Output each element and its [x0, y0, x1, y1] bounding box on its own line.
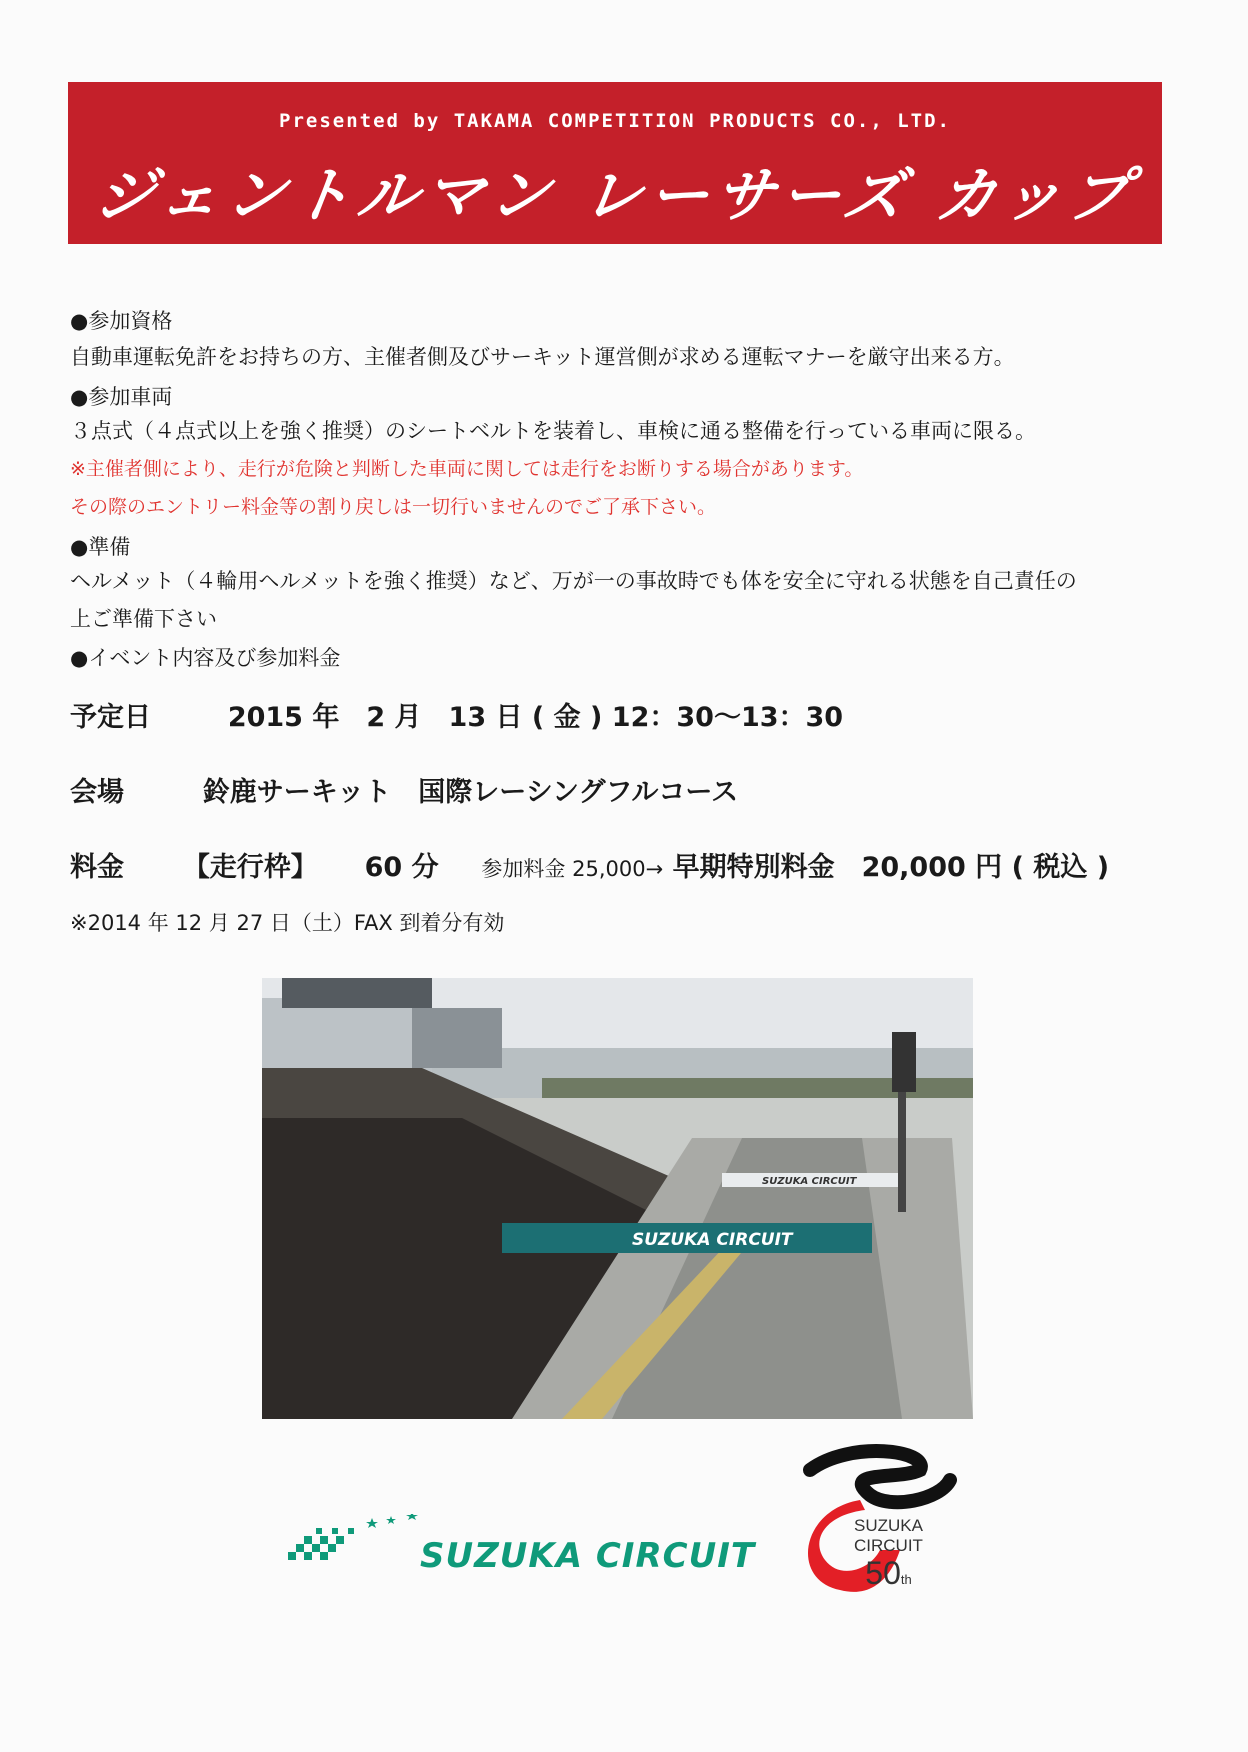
- prep-heading: ●準備: [70, 535, 131, 559]
- vehicle-note-1: ※主催者側により、走行が危険と判断した車両に関しては走行をお断りする場合があります。: [70, 458, 864, 480]
- eligibility-heading: ●参加資格: [70, 309, 173, 333]
- badge-line-1: SUZUKA: [854, 1516, 923, 1535]
- fee-slot: 【走行枠】: [182, 852, 318, 883]
- suzuka-banner-text: SUZUKA CIRCUIT: [632, 1230, 793, 1250]
- badge-number: 50: [865, 1555, 901, 1591]
- checkered-flag-icon: [288, 1514, 438, 1574]
- venue-row: [70, 770, 738, 809]
- deadline-note: ※2014 年 12 月 27 日（土）FAX 到着分有効: [70, 911, 505, 935]
- fee-row: [70, 845, 1109, 884]
- event-heading: ●イベント内容及び参加料金: [70, 646, 341, 670]
- date-row: [70, 695, 843, 734]
- eligibility-text: 自動車運転免許をお持ちの方、主催者側及びサーキット運営側が求める運転マナーを厳守出来る方。: [70, 345, 1015, 369]
- date-label: 予定日: [70, 702, 151, 733]
- date-value: 2015 年 2 月 13 日 ( 金 ) 12：30～13：30: [227, 702, 844, 733]
- presented-by: Presented by TAKAMA COMPETITION PRODUCTS CO., LTD.: [279, 110, 951, 132]
- badge-suffix: th: [900, 1572, 912, 1587]
- anniversary-badge: [854, 1516, 923, 1597]
- circuit-photo: [262, 978, 973, 1419]
- venue-value: 鈴鹿サーキット 国際レーシングフルコース: [202, 777, 739, 808]
- far-banner-text: SUZUKA CIRCUIT: [762, 1176, 857, 1187]
- title-banner: [68, 82, 1162, 244]
- grandstand-illustration: [262, 978, 973, 1419]
- suzuka-circuit-logo: SUZUKA CIRCUIT: [420, 1536, 756, 1576]
- prep-text-2: 上ご準備下さい: [70, 607, 217, 631]
- venue-label: 会場: [70, 777, 124, 808]
- vehicle-note-2: その際のエントリー料金等の割り戻しは一切行いませんのでご了承下さい。: [70, 496, 717, 518]
- badge-line-2: CIRCUIT: [854, 1536, 923, 1555]
- prep-text-1: ヘルメット（４輪用ヘルメットを強く推奨）など、万が一の事故時でも体を安全に守れる状態を自己責任の: [70, 569, 1077, 593]
- vehicle-text: ３点式（４点式以上を強く推奨）のシートベルトを装着し、車検に通る整備を行っている車両に限る。: [70, 419, 1036, 443]
- fee-regular: 参加料金 25,000→: [481, 857, 664, 881]
- event-title: ジェントルマン レーサーズ カップ: [89, 161, 1139, 231]
- fee-duration: 60 分: [364, 852, 439, 883]
- fee-label: 料金: [70, 852, 124, 883]
- fee-early: 早期特別料金 20,000 円 ( 税込 ): [672, 852, 1110, 883]
- vehicle-heading: ●参加車両: [70, 385, 173, 409]
